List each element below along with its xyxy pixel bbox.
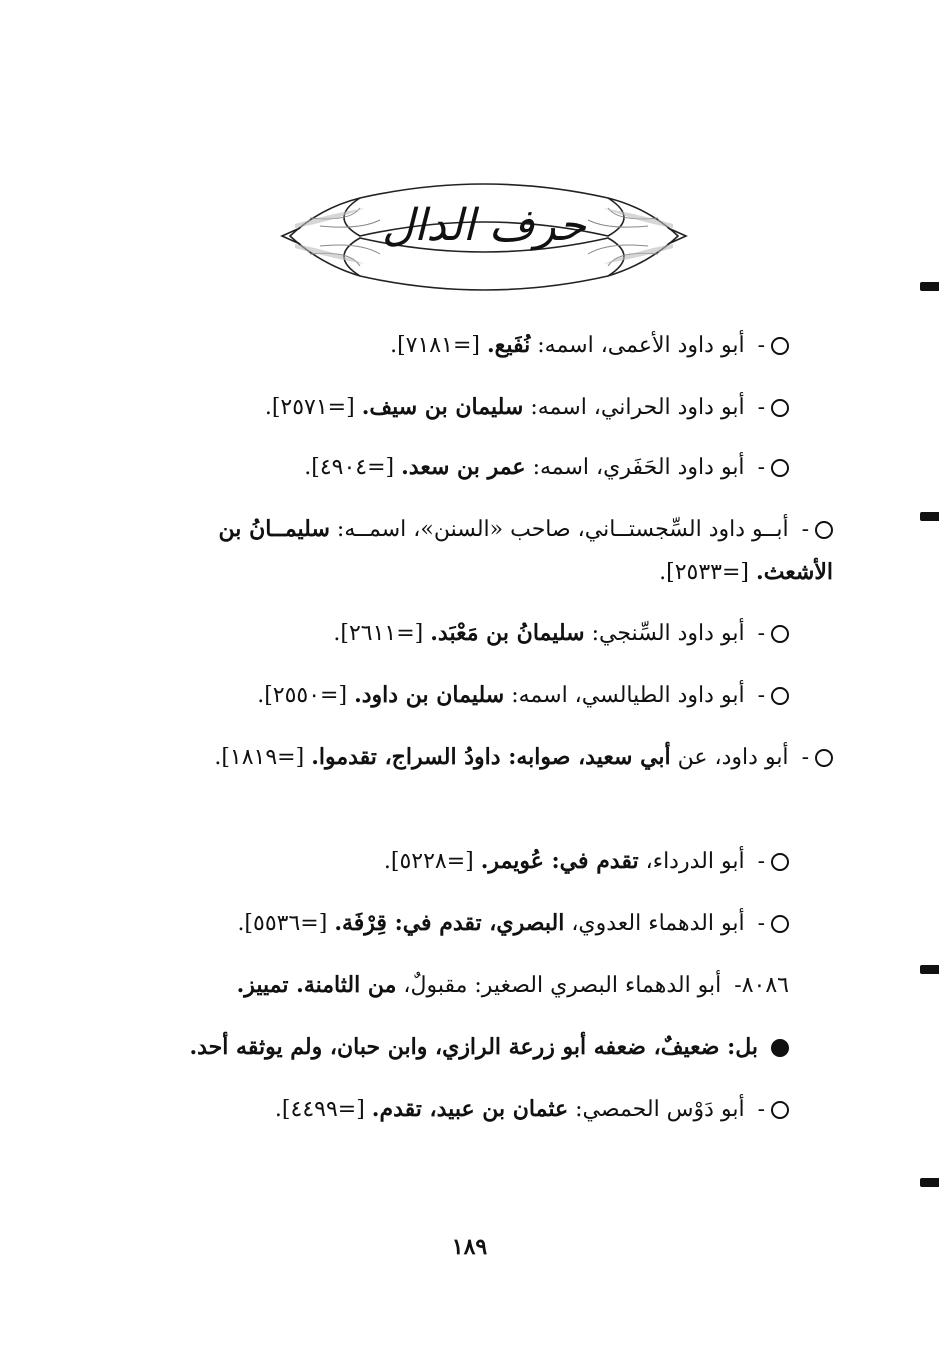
entry-name: البصري، تقدم في: قِرْفَة.	[334, 910, 565, 936]
entry-text: أبو داود السِّنجي:	[591, 621, 745, 646]
entry: - أبو داود السِّنجي: سليمانُ بن مَعْبَد. [=٢٦١١].	[99, 612, 789, 655]
open-circle-icon	[771, 853, 789, 871]
entry-reference: [=٧١٨١].	[390, 333, 480, 358]
entry-reference: [=٥٥٣٦].	[237, 911, 328, 936]
open-circle-icon	[771, 625, 789, 643]
entry: - أبو الدرداء، تقدم في: عُويمر. [=٥٢٢٨].	[99, 840, 789, 883]
entry: - أبو داود الحَفَري، اسمه: عمر بن سعد. [=٤٩٠٤].	[99, 446, 789, 489]
entry-text: أبو دَوْس الحمصي:	[575, 1097, 745, 1122]
entry-name: تقدم في: عُويمر.	[480, 848, 639, 874]
open-circle-icon	[771, 1101, 789, 1119]
entry-name: عمر بن سعد.	[401, 454, 526, 480]
open-circle-icon	[815, 749, 833, 767]
chapter-heading-ornament	[280, 178, 688, 296]
entry-text: أبو الدهماء العدوي،	[571, 911, 745, 936]
entry-text: أبو داود الأعمى، اسمه:	[537, 333, 745, 358]
entry-name: عثمان بن عبيد، تقدم.	[371, 1096, 569, 1122]
entry-name: من الثامنة. تمييز.	[236, 972, 397, 998]
entry: - أبو الدهماء العدوي، البصري، تقدم في: قِرْفَة. [=٥٥٣٦].	[99, 902, 789, 945]
entry: - أبو دَوْس الحمصي: عثمان بن عبيد، تقدم. [=٤٤٩٩].	[99, 1088, 789, 1131]
entry-text: أبو داود الطيالسي، اسمه:	[511, 683, 745, 708]
entry: - أبو داود، عن أبي سعيد، صوابه: داودُ السراج، تقدموا. [=١٨١٩].	[143, 736, 833, 779]
entry-reference: [=٢٥٣٣].	[659, 560, 750, 585]
entry-name: سليمان بن داود.	[354, 682, 505, 708]
entry: ٨٠٨٦- أبو الدهماء البصري الصغير: مقبولٌ، من الثامنة. تمييز.	[236, 972, 789, 998]
entry-reference: [=٢٦١١].	[333, 621, 424, 646]
open-circle-icon	[771, 687, 789, 705]
entry-reference: [=٥٢٢٨].	[383, 849, 474, 874]
entry-text: أبو داود الحَفَري، اسمه:	[532, 455, 745, 480]
open-circle-icon	[771, 337, 789, 355]
open-circle-icon	[771, 915, 789, 933]
entry: - أبــو داود السِّجستــاني، صاحب «السنن»، اسمــه: سليمــانُ بن الأشعث. [=٢٥٣٣].	[218, 516, 833, 585]
chapter-title: حرف الدال	[382, 200, 586, 251]
margin-mark	[920, 965, 939, 974]
entry-name: نُفَيع.	[486, 332, 531, 358]
filled-circle-icon	[771, 1039, 789, 1057]
entry-name: أبي سعيد، صوابه: داودُ السراج، تقدموا.	[311, 744, 671, 770]
margin-mark	[920, 512, 939, 521]
entry-text: أبو داود الحراني، اسمه:	[530, 395, 745, 420]
entry-reference: [=١٨١٩].	[214, 745, 305, 770]
entry-reference: [=٢٥٥٠].	[257, 683, 348, 708]
entry-name: سليمان بن سيف.	[361, 394, 524, 420]
entry-name: سليمــانُ بن الأشعث.	[218, 516, 833, 585]
entry-text: أبــو داود السِّجستــاني، صاحب «السنن»، اسمــه:	[336, 517, 789, 542]
margin-mark	[920, 282, 939, 291]
entry-text: أبو الدرداء،	[645, 849, 745, 874]
open-circle-icon	[771, 399, 789, 417]
entry-reference: [=٢٥٧١].	[264, 395, 355, 420]
entry-text: أبو الدهماء البصري الصغير: مقبولٌ،	[403, 973, 722, 998]
entry	[99, 1026, 789, 1069]
entry-number: ٨٠٨٦	[741, 973, 789, 998]
entry: - أبو داود الطيالسي، اسمه: سليمان بن داود. [=٢٥٥٠].	[99, 674, 789, 717]
entry-text: أبو داود، عن	[677, 745, 789, 770]
margin-mark	[920, 1178, 939, 1187]
entry-name: بل: ضعيفٌ، ضعفه أبو زرعة الرازي، وابن حبان، ولم يوثقه أحد.	[189, 1034, 758, 1060]
entry-name: سليمانُ بن مَعْبَد.	[430, 620, 585, 646]
open-circle-icon	[771, 459, 789, 477]
page-number: ١٨٩	[451, 1234, 488, 1260]
entry: - أبو داود الأعمى، اسمه: نُفَيع. [=٧١٨١].	[99, 324, 789, 367]
entry-reference: [=٤٩٠٤].	[304, 455, 395, 480]
open-circle-icon	[815, 521, 833, 539]
entry-reference: [=٤٤٩٩].	[274, 1097, 365, 1122]
entry: - أبو داود الحراني، اسمه: سليمان بن سيف. [=٢٥٧١].	[99, 386, 789, 429]
